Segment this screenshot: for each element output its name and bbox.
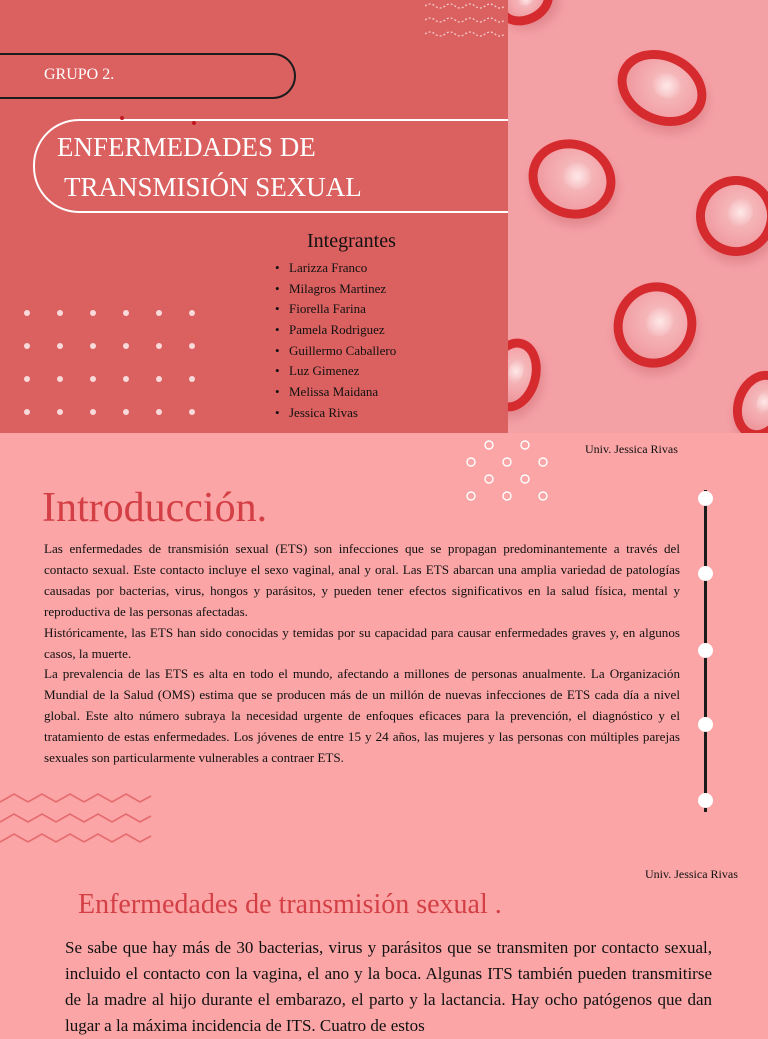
group-label: GRUPO 2. (44, 66, 115, 83)
intro-paragraph: Las enfermedades de transmisión sexual (ETS) son infecciones que se propagan predominantemente a través del contacto sexual. Este contacto incluye el sexo vaginal, anal y oral. Las ETS abarcan una amplia variedad de patologías causadas por bacterias, virus, hongos y parásitos, y pueden tener efectos significativos en la salud física, mental y reproductiva de las personas afectadas. (44, 541, 680, 619)
squiggle-decoration-icon (425, 0, 515, 50)
member-item: • Luz Gimenez (275, 361, 396, 382)
condom-icon (517, 127, 626, 230)
author-label: Univ. Jessica Rivas (585, 442, 678, 456)
condoms-photo (508, 0, 768, 433)
cover-title-line1: ENFERMEDADES DE (57, 132, 316, 162)
intro-paragraph: La prevalencia de las ETS es alta en todo el mundo, afectando a millones de personas anualmente. La Organización Mundial de la Salud (OMS) estima que se producen más de un millón de nuevas infecciones de ETS cada día a nivel global. Este alto número subraya la necesidad urgente de enfoques eficaces para la prevención, el diagnóstico y el tratamiento de estas enfermedades. Los jóvenes de entre 15 y 24 años, las mujeres y las personas con múltiples parejas sexuales son particularmente vulnerables a contraer ETS. (44, 666, 680, 766)
condom-icon (508, 0, 561, 34)
condom-icon (508, 332, 549, 417)
condom-icon (724, 363, 768, 433)
cover-panel (0, 0, 768, 433)
cover-title-line2: TRANSMISIÓN SEXUAL (64, 172, 362, 202)
author-label: Univ. Jessica Rivas (645, 867, 738, 881)
timeline-dot (698, 643, 713, 658)
accent-dot (120, 116, 124, 120)
intro-paragraph: Históricamente, las ETS han sido conocidas y temidas por su capacidad para causar enfermedades graves y, en algunos casos, la muerte. (44, 624, 680, 661)
intro-title: Introducción. (42, 485, 268, 531)
members-heading: Integrantes (307, 230, 396, 252)
member-item: • Larizza Franco (275, 258, 396, 279)
member-item: • Pamela Rodriguez (275, 320, 396, 341)
timeline-dot (698, 491, 713, 506)
member-item: • Melissa Maidana (275, 382, 396, 403)
condom-icon (685, 165, 768, 268)
members-list (275, 258, 396, 424)
section-title: Enfermedades de transmisión sexual . (78, 889, 502, 920)
timeline-dot (698, 566, 713, 581)
member-item: • Fiorella Farina (275, 299, 396, 320)
section-body: Se sabe que hay más de 30 bacterias, virus y parásitos que se transmiten por contacto sexual, incluido el contacto con la vagina, el ano y la boca. Algunas ITS también pueden transmitirse de la madre al hijo durante el embarazo, el parto y la lactancia. Hay ocho patógenos que dan lugar a la máxima incidencia de ITS. Cuatro de estos (65, 938, 712, 1035)
member-item: • Jessica Rivas (275, 403, 396, 424)
timeline-dot (698, 717, 713, 732)
zigzag-decoration-icon (0, 790, 155, 852)
member-item: • Milagros Martinez (275, 279, 396, 300)
accent-dot (192, 121, 196, 125)
timeline-dot (698, 793, 713, 808)
member-item: • Guillermo Caballero (275, 341, 396, 362)
condom-icon (600, 269, 711, 382)
condom-icon (605, 36, 719, 140)
intro-body (44, 539, 680, 769)
circle-pattern-icon (463, 440, 553, 506)
